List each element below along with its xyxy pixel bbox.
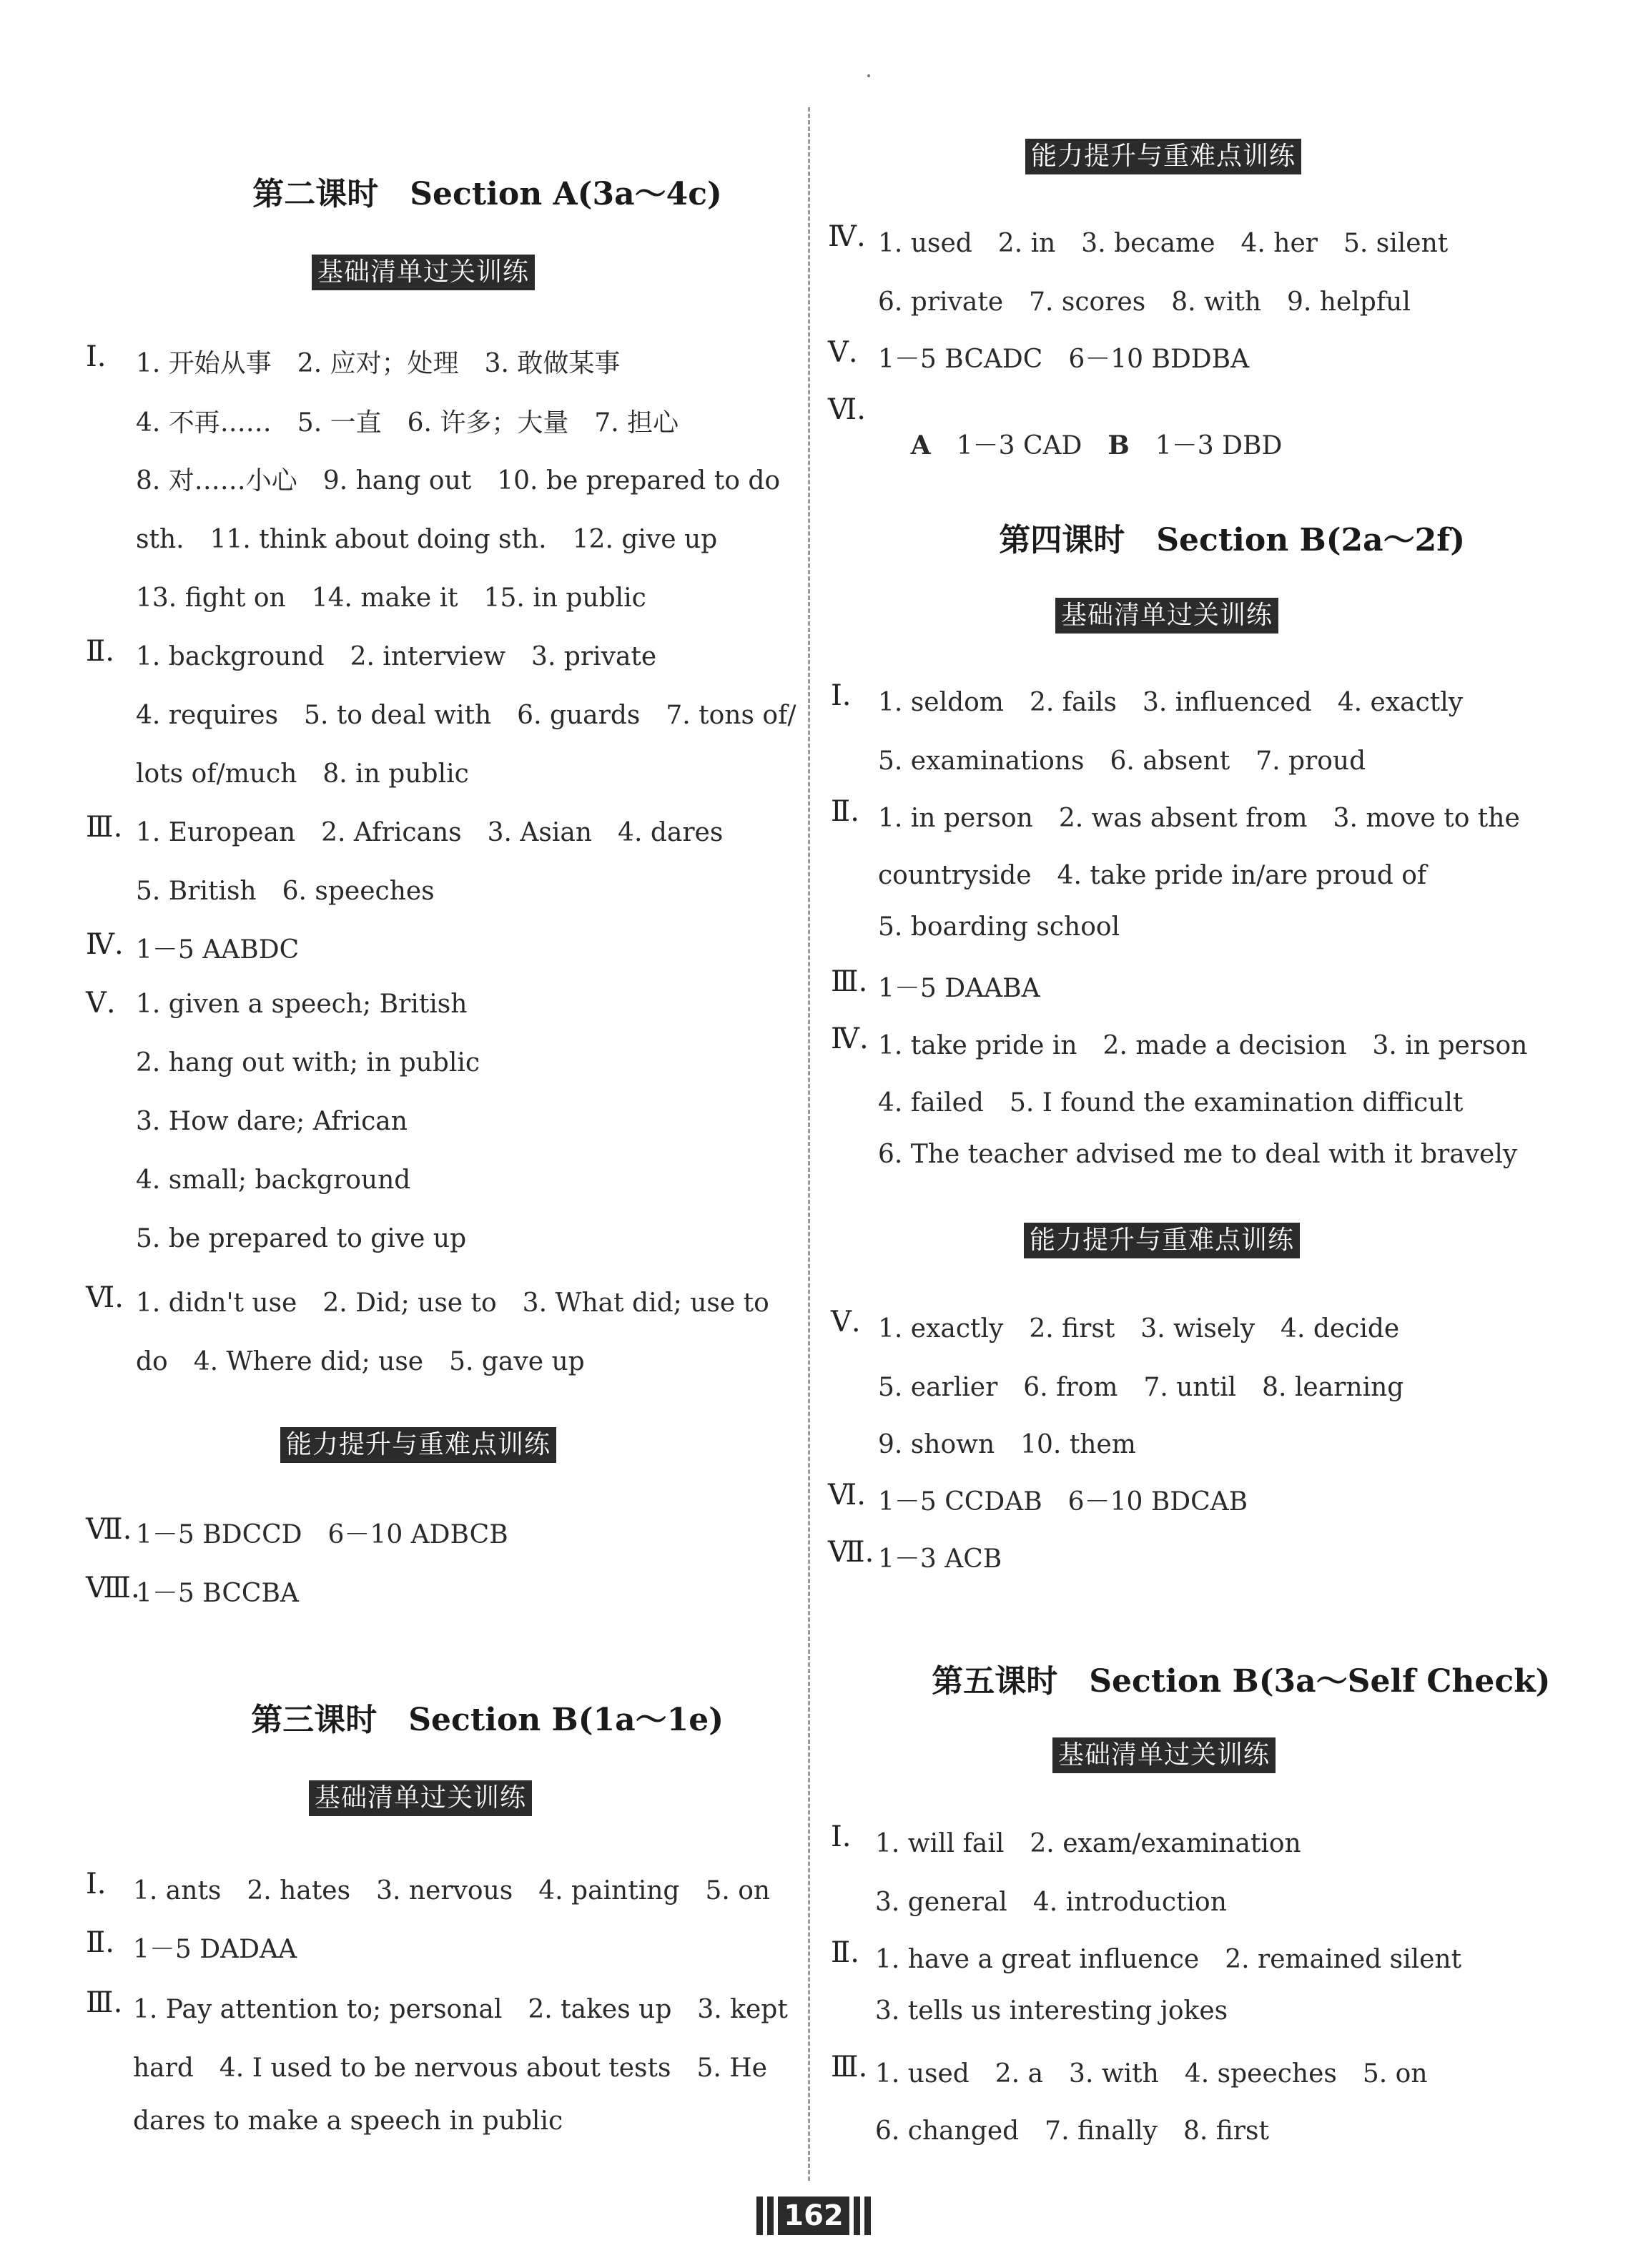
answer-line: 1－5 BCADC 6－10 BDDBA bbox=[878, 345, 1250, 374]
answer-line: 13. fight on 14. make it 15. in public bbox=[136, 583, 646, 613]
lesson-section: Section B(2a～2f) bbox=[1156, 522, 1466, 558]
answer-line: 1－5 DAABA bbox=[878, 974, 1040, 1003]
print-speck bbox=[867, 74, 870, 77]
lesson-title: 第二课时 bbox=[252, 176, 379, 212]
question-label: Ⅳ. bbox=[831, 1022, 869, 1055]
answer-line: 1. have a great influence 2. remained silent bbox=[875, 1945, 1462, 1974]
question-label: Ⅱ. bbox=[86, 635, 114, 668]
question-label: Ⅵ. bbox=[86, 1281, 124, 1314]
answer-line: 6. private 7. scores 8. with 9. helpful bbox=[878, 287, 1411, 317]
banner-ability-training: 能力提升与重难点训练 bbox=[280, 1427, 556, 1463]
banner-basic-training: 基础清单过关训练 bbox=[1052, 1737, 1276, 1773]
answer-line: 6. The teacher advised me to deal with it bravely bbox=[878, 1140, 1518, 1169]
footer-bar-decoration bbox=[767, 2196, 774, 2235]
answer-line: 4. small; background bbox=[136, 1165, 411, 1195]
banner-basic-training: 基础清单过关训练 bbox=[309, 1780, 532, 1816]
answer-line: 1－3 ACB bbox=[878, 1544, 1002, 1574]
footer-bar-decoration bbox=[864, 2196, 871, 2235]
answer-line: 1. exactly 2. first 3. wisely 4. decide bbox=[878, 1314, 1400, 1343]
question-label: Ⅴ. bbox=[831, 1306, 861, 1338]
question-label: Ⅶ. bbox=[86, 1513, 132, 1546]
answer-line: 1. used 2. in 3. became 4. her 5. silent bbox=[878, 229, 1449, 258]
lesson-section: Section B(1a～1e) bbox=[408, 1702, 724, 1738]
answer-line: dares to make a speech in public bbox=[133, 2106, 563, 2136]
answer-line: 1. Pay attention to; personal 2. takes up 3. kept bbox=[133, 1995, 788, 2024]
answer-line: 1. given a speech; British bbox=[136, 990, 468, 1019]
answer-line: 1. take pride in 2. made a decision 3. in person bbox=[878, 1031, 1528, 1060]
lesson-2-heading bbox=[209, 132, 722, 250]
answer-line: 5. examinations 6. absent 7. proud bbox=[878, 746, 1366, 776]
answer-line: 1. 开始从事 2. 应对；处理 3. 敢做某事 bbox=[136, 349, 621, 378]
answer-line: 1－5 BCCBA bbox=[136, 1579, 299, 1608]
column-divider bbox=[808, 107, 810, 2181]
banner-ability-training: 能力提升与重难点训练 bbox=[1025, 139, 1301, 174]
part-a-label: A bbox=[910, 430, 931, 460]
part-a-answers: 1－3 CAD bbox=[956, 431, 1082, 460]
part-b-answers: 1－3 DBD bbox=[1155, 431, 1283, 460]
question-label: Ⅱ. bbox=[86, 1926, 114, 1959]
question-label: Ⅲ. bbox=[831, 965, 868, 998]
answer-line: 2. hang out with; in public bbox=[136, 1048, 480, 1078]
answer-line: 3. How dare; African bbox=[136, 1107, 408, 1136]
answer-line: 5. British 6. speeches bbox=[136, 877, 435, 906]
question-label: Ⅲ. bbox=[86, 811, 123, 844]
question-label: Ⅵ. bbox=[828, 1479, 866, 1512]
question-label: Ⅰ. bbox=[86, 340, 107, 373]
answer-line: 6. changed 7. finally 8. first bbox=[875, 2116, 1269, 2146]
page-number-footer bbox=[742, 2194, 885, 2238]
answer-line: 4. requires 5. to deal with 6. guards 7. tons of/ bbox=[136, 701, 796, 730]
question-label: Ⅲ. bbox=[831, 2051, 868, 2084]
answer-line: lots of/much 8. in public bbox=[136, 759, 469, 789]
lesson-section: Section B(3a～Self Check) bbox=[1089, 1663, 1551, 1700]
answer-line: 1. ants 2. hates 3. nervous 4. painting 5. on bbox=[133, 1876, 771, 1905]
banner-basic-training: 基础清单过关训练 bbox=[1055, 598, 1278, 633]
answer-line: 3. tells us interesting jokes bbox=[875, 1996, 1228, 2026]
question-label: Ⅴ. bbox=[86, 987, 116, 1020]
question-label: Ⅳ. bbox=[86, 928, 124, 961]
answer-line: 5. earlier 6. from 7. until 8. learning bbox=[878, 1373, 1404, 1402]
question-label: Ⅷ. bbox=[86, 1572, 140, 1604]
lesson-title: 第四课时 bbox=[999, 522, 1125, 558]
answer-line: 1. background 2. interview 3. private bbox=[136, 642, 657, 671]
answer-line: 1. in person 2. was absent from 3. move to the bbox=[878, 804, 1520, 833]
question-label: Ⅵ. bbox=[828, 393, 866, 426]
lesson-3-heading bbox=[207, 1657, 724, 1776]
question-label: Ⅰ. bbox=[831, 679, 852, 712]
banner-ability-training: 能力提升与重难点训练 bbox=[1024, 1223, 1300, 1258]
lesson-section: Section A(3a～4c) bbox=[410, 176, 722, 212]
answer-line: 1－5 DADAA bbox=[133, 1935, 297, 1964]
answer-line: 1. didn't use 2. Did; use to 3. What did; use to bbox=[136, 1288, 769, 1318]
lesson-5-heading bbox=[888, 1619, 1551, 1737]
question-label: Ⅰ. bbox=[86, 1868, 107, 1900]
question-label: Ⅴ. bbox=[828, 336, 858, 369]
answer-line: sth. 11. think about doing sth. 12. give up bbox=[136, 525, 718, 554]
answer-line: countryside 4. take pride in/are proud of bbox=[878, 861, 1427, 890]
question-label: Ⅱ. bbox=[831, 1936, 859, 1969]
answer-line: 5. boarding school bbox=[878, 912, 1120, 942]
answer-line: 8. 对……小心 9. hang out 10. be prepared to do bbox=[136, 466, 781, 495]
answer-line: 1. European 2. Africans 3. Asian 4. dares bbox=[136, 818, 724, 847]
footer-bar-decoration bbox=[756, 2196, 763, 2235]
answer-line: 4. 不再…… 5. 一直 6. 许多；大量 7. 担心 bbox=[136, 408, 679, 438]
answer-line: 4. failed 5. I found the examination difficult bbox=[878, 1088, 1464, 1118]
answer-line: 1. will fail 2. exam/examination bbox=[875, 1829, 1301, 1858]
answer-line: 1－5 BDCCD 6－10 ADBCB bbox=[136, 1520, 508, 1549]
part-b-label: B bbox=[1107, 430, 1130, 460]
answer-line: 9. shown 10. them bbox=[878, 1430, 1136, 1459]
answer-line: do 4. Where did; use 5. gave up bbox=[136, 1347, 585, 1376]
footer-bar-decoration bbox=[854, 2196, 860, 2235]
question-label: Ⅰ. bbox=[831, 1820, 852, 1853]
question-label: Ⅱ. bbox=[831, 795, 859, 828]
answer-line: 5. be prepared to give up bbox=[136, 1224, 467, 1253]
question-label: Ⅶ. bbox=[828, 1536, 874, 1569]
answer-line: 1－5 AABDC bbox=[136, 935, 300, 965]
question-label: Ⅲ. bbox=[86, 1986, 123, 2019]
page-number: 162 bbox=[778, 2196, 849, 2235]
answer-line: 3. general 4. introduction bbox=[875, 1888, 1227, 1917]
lesson-title: 第三课时 bbox=[251, 1702, 378, 1738]
lesson-4-heading bbox=[955, 478, 1465, 596]
question-label: Ⅳ. bbox=[828, 220, 866, 253]
lesson-title: 第五课时 bbox=[932, 1663, 1058, 1700]
answer-line: 1. used 2. a 3. with 4. speeches 5. on bbox=[875, 2059, 1428, 2089]
answer-line: hard 4. I used to be nervous about tests 5. He bbox=[133, 2053, 767, 2083]
banner-basic-training: 基础清单过关训练 bbox=[312, 255, 535, 290]
answer-line: 1. seldom 2. fails 3. influenced 4. exactly bbox=[878, 688, 1464, 717]
answer-line: 1－5 CCDAB 6－10 BDCAB bbox=[878, 1487, 1248, 1517]
